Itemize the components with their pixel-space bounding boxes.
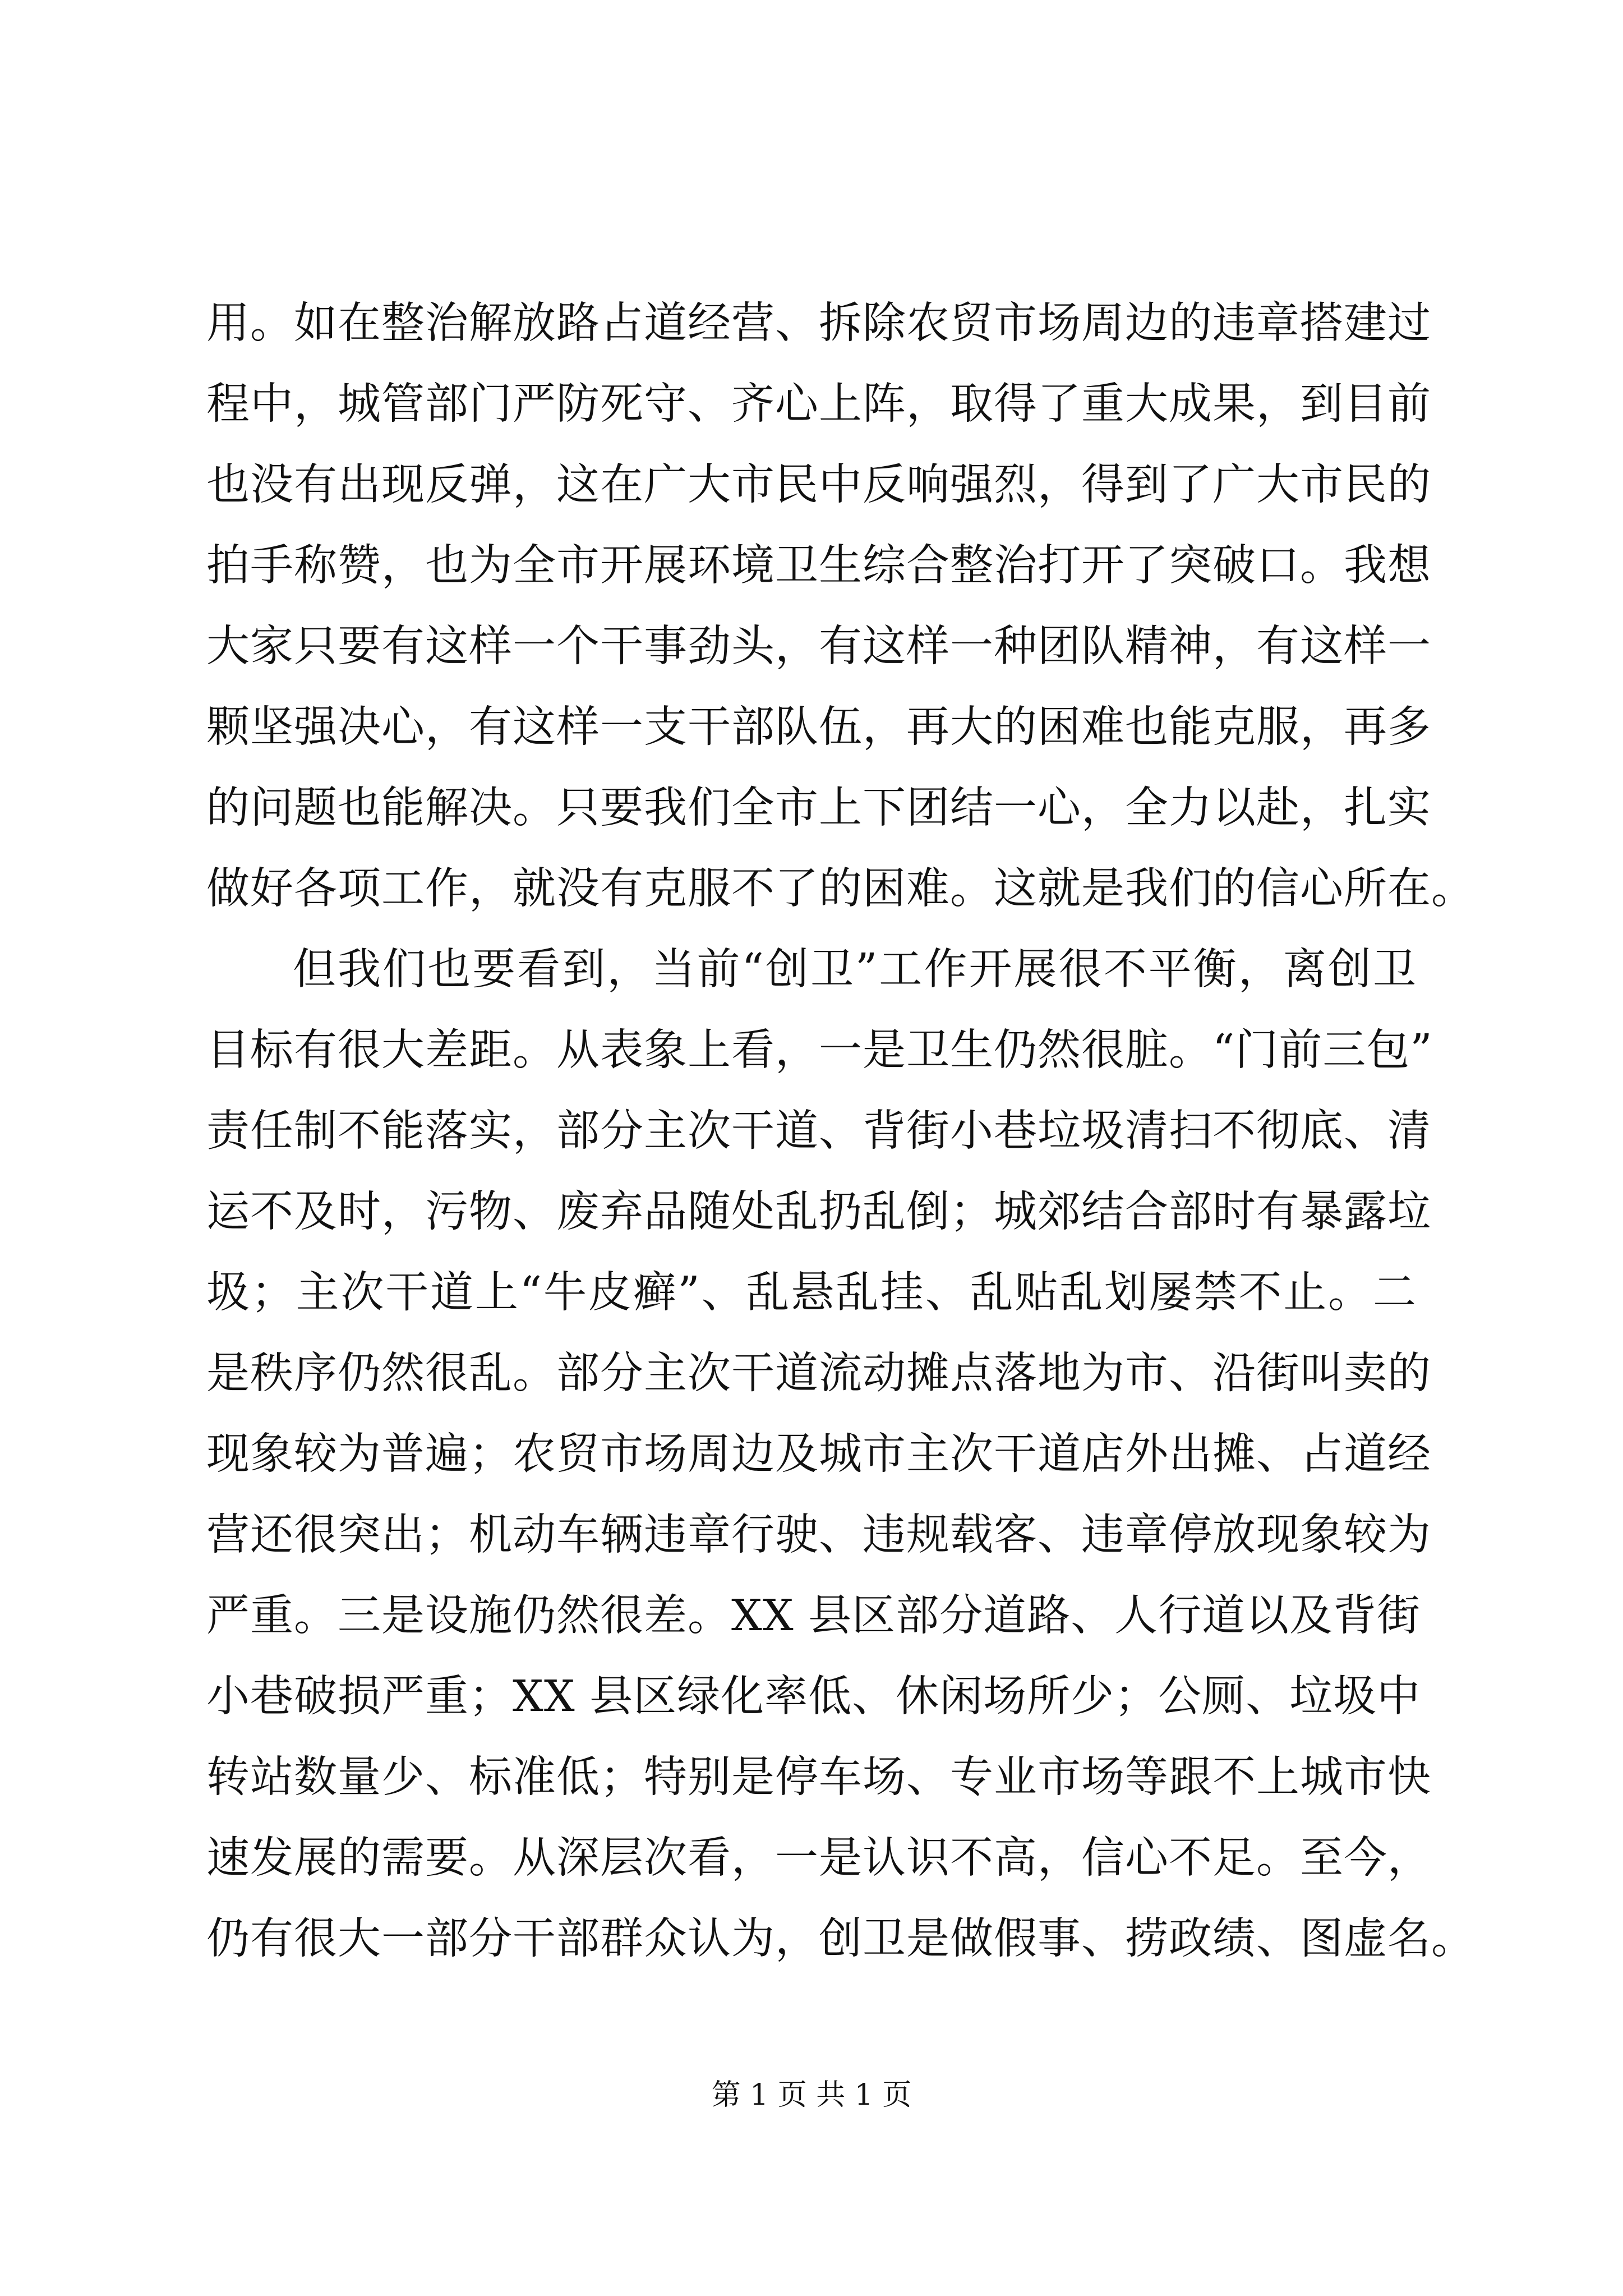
text-line: 圾；主次干道上“牛皮癣”、乱悬乱挂、乱贴乱划屡禁不止。二 <box>206 1268 1417 1318</box>
text-line: 责任制不能落实，部分主次干道、背街小巷垃圾清扫不彻底、清 <box>206 1106 1431 1156</box>
text-line: 严重。三是设施仍然很差。XX 县区部分道路、人行道以及背街 <box>206 1591 1421 1641</box>
text-line: 也没有出现反弹，这在广大市民中反响强烈，得到了广大市民的 <box>206 460 1431 510</box>
paragraph-first-line: 但我们也要看到，当前“创卫”工作开展很不平衡，离创卫 <box>293 945 1417 995</box>
text-line: 是秩序仍然很乱。部分主次干道流动摊点落地为市、沿街叫卖的 <box>206 1349 1431 1398</box>
page-number-footer: 第 1 页 共 1 页 <box>711 2078 912 2112</box>
text-line: 目标有很大差距。从表象上看，一是卫生仍然很脏。“门前三包” <box>206 1025 1433 1075</box>
text-line: 的问题也能解决。只要我们全市上下团结一心，全力以赴，扎实 <box>206 783 1431 833</box>
text-line: 速发展的需要。从深层次看，一是认识不高，信心不足。至今， <box>206 1833 1431 1883</box>
text-line: 仍有很大一部分干部群众认为，创卫是做假事、捞政绩、图虚名。 <box>206 1914 1475 1964</box>
text-line: 大家只要有这样一个干事劲头，有这样一种团队精神，有这样一 <box>206 622 1431 671</box>
text-line: 现象较为普遍；农贸市场周边及城市主次干道店外出摊、占道经 <box>206 1429 1431 1479</box>
text-line: 拍手称赞，也为全市开展环境卫生综合整治打开了突破口。我想 <box>206 541 1431 591</box>
document-body <box>206 283 1475 1980</box>
text-line: 运不及时，污物、废弃品随处乱扔乱倒；城郊结合部时有暴露垃 <box>206 1187 1431 1237</box>
text-line: 小巷破损严重；XX 县区绿化率低、休闲场所少；公厕、垃圾中 <box>206 1672 1421 1722</box>
text-line: 转站数量少、标准低；特别是停车场、专业市场等跟不上城市快 <box>206 1752 1431 1802</box>
text-line: 营还很突出；机动车辆违章行驶、违规载客、违章停放现象较为 <box>206 1510 1431 1560</box>
text-line: 用。如在整治解放路占道经营、拆除农贸市场周边的违章搭建过 <box>206 298 1431 348</box>
text-line: 程中，城管部门严防死守、齐心上阵，取得了重大成果，到目前 <box>206 379 1431 429</box>
text-line: 颗坚强决心，有这样一支干部队伍，再大的困难也能克服，再多 <box>206 702 1431 752</box>
text-line: 做好各项工作，就没有克服不了的困难。这就是我们的信心所在。 <box>206 864 1475 914</box>
